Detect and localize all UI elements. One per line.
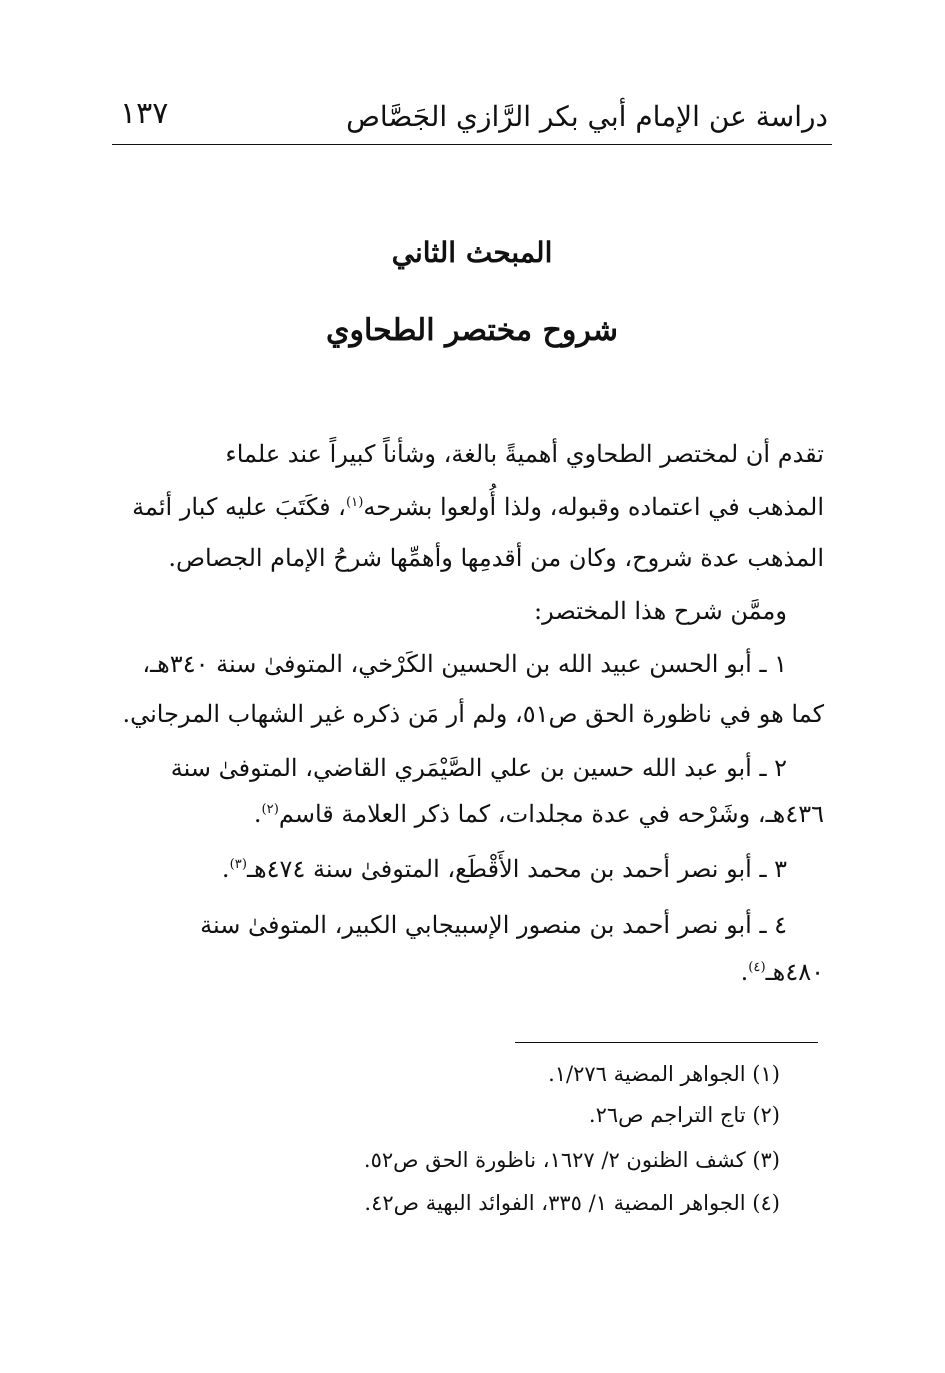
footnote-ref-4: (٤) xyxy=(748,960,766,975)
text-run: ، فكَتَبَ عليه كبار أئمة xyxy=(132,493,346,521)
intro-line-1 xyxy=(112,440,824,468)
text-run: ٣ ـ أبو نصر أحمد بن محمد الأَقْطَع، المتوفىٰ سنة ٤٧٤هـ xyxy=(246,855,787,883)
page-number: ١٣٧ xyxy=(120,96,169,131)
text-run: تقدم أن لمختصر الطحاوي أهميةً بالغة، وشأناً كبيراً عند علماء xyxy=(225,440,824,468)
item-1-line-2 xyxy=(112,700,824,728)
text-run: ٢ ـ أبو عبد الله حسين بن علي الصَّيْمَري القاضي، المتوفىٰ سنة xyxy=(170,754,787,782)
text-run: وممَّن شرح هذا المختصر: xyxy=(534,597,787,625)
text-run: . xyxy=(740,958,749,986)
running-title: دراسة عن الإمام أبي بكر الرَّازي الجَصَّاص xyxy=(346,100,828,133)
text-run: ٤٣٦هـ، وشَرْحه في عدة مجلدات، كما ذكر العلامة قاسم xyxy=(278,800,824,828)
text-run: . xyxy=(253,800,262,828)
text-run: ٤٨٠هـ xyxy=(765,958,824,986)
text-run: المذهب عدة شروح، وكان من أقدمِها وأهمِّها شرحُ الإمام الجصاص. xyxy=(168,544,824,572)
text-run: . xyxy=(221,855,230,883)
item-2-line-2 xyxy=(112,800,824,828)
section-title: شروح مختصر الطحاوي xyxy=(325,313,619,348)
footnote-4: (٤) الجواهر المضية ١/ ٣٣٥، الفوائد البهية ص٤٢. xyxy=(364,1191,780,1215)
footnote-1: (١) الجواهر المضية ١/٢٧٦. xyxy=(548,1062,780,1086)
text-run: ٤ ـ أبو نصر أحمد بن منصور الإسبيجابي الكبير، المتوفىٰ سنة xyxy=(200,911,787,939)
text-run: كما هو في ناظورة الحق ص٥١، ولم أر مَن ذكره غير الشهاب المرجاني. xyxy=(122,700,824,728)
footnote-ref-3: (٣) xyxy=(229,857,247,872)
lead-in-line xyxy=(112,597,787,625)
footnote-divider xyxy=(515,1042,818,1043)
footnote-ref-1: (١) xyxy=(345,495,364,510)
section-subheading: المبحث الثاني xyxy=(391,236,553,269)
intro-line-2 xyxy=(112,493,824,521)
item-3-line xyxy=(112,855,787,883)
item-2-line-1 xyxy=(112,754,787,782)
footnote-3: (٣) كشف الظنون ٢/ ١٦٢٧، ناظورة الحق ص٥٢. xyxy=(363,1148,780,1172)
item-1-line-1 xyxy=(112,650,787,678)
text-run: ١ ـ أبو الحسن عبيد الله بن الحسين الكَرْخي، المتوفىٰ سنة ٣٤٠هـ، xyxy=(142,650,787,678)
item-4-line-2 xyxy=(112,958,824,986)
footnote-2: (٢) تاج التراجم ص٢٦. xyxy=(588,1103,780,1127)
item-4-line-1 xyxy=(112,911,787,939)
footnote-ref-2: (٢) xyxy=(261,802,279,817)
text-run: المذهب في اعتماده وقبوله، ولذا أُولعوا بشرحه xyxy=(363,493,824,521)
running-header xyxy=(112,96,832,145)
intro-line-3 xyxy=(112,544,824,572)
